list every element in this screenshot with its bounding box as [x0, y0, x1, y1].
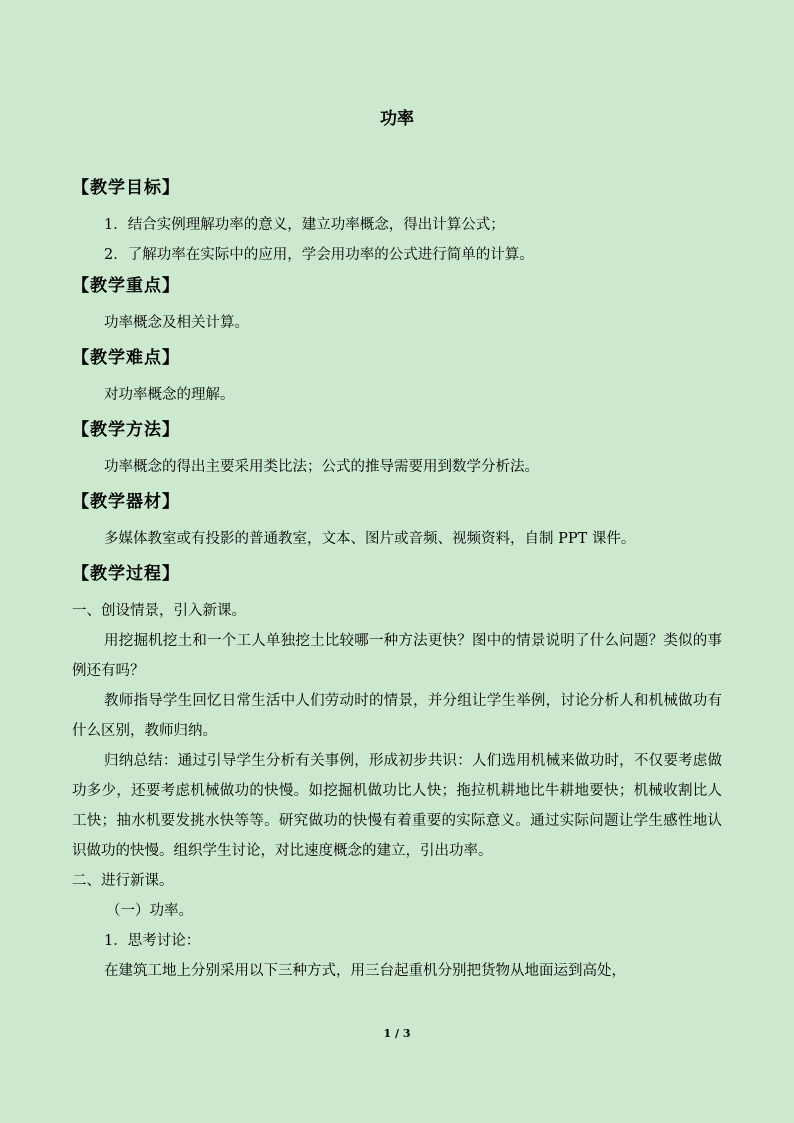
section-heading-equipment: 【教学器材】 — [72, 492, 180, 512]
process-paragraph: 归纳总结：通过引导学生分析有关事例，形成初步共识：人们选用机械来做功时，不仅要考虑做功多少，还要考虑机械做功的快慢。如挖掘机做功比人快；拖拉机耕地比牛耕地要快；机械收割比人工快；抽水机要发挑水快等等。研究做功的快慢有着重要的实际意义。通过实际问题让学生感性地认识做功的快慢。组织学生讨论，对比速度概念的建立，引出功率。 — [72, 753, 722, 859]
goal-item: 2．了解功率在实际中的应用，学会用功率的公式进行简单的计算。 — [104, 247, 534, 263]
methods-text: 功率概念的得出主要采用类比法；公式的推导需要用到数学分析法。 — [104, 459, 539, 475]
goal-item: 1．结合实例理解功率的意义，建立功率概念，得出计算公式； — [104, 217, 505, 233]
document-title: 功率 — [380, 109, 414, 129]
section-heading-goals: 【教学目标】 — [72, 178, 180, 198]
process-sub1-title: （一）功率。 — [106, 903, 193, 919]
section-heading-difficulties: 【教学难点】 — [72, 348, 180, 368]
section-heading-methods: 【教学方法】 — [72, 420, 180, 440]
process-paragraph: 教师指导学生回忆日常生活中人们劳动时的情景，并分组让学生举例，讨论分析人和机械做功有什么区别，教师归纳。 — [72, 693, 722, 739]
section-heading-process: 【教学过程】 — [72, 564, 180, 584]
process-part1-title: 一、创设情景，引入新课。 — [72, 603, 246, 619]
process-sub1-item: 1．思考讨论： — [104, 933, 201, 949]
document-body — [72, 174, 722, 986]
process-part2-title: 二、进行新课。 — [72, 873, 174, 889]
page-number: 1 / 3 — [383, 1027, 411, 1040]
process-paragraph: 用挖掘机挖土和一个工人单独挖土比较哪一种方法更快？图中的情景说明了什么问题？类似的事例还有吗？ — [72, 633, 722, 679]
section-heading-key-points: 【教学重点】 — [72, 276, 180, 296]
process-sub1-text: 在建筑工地上分别采用以下三种方式，用三台起重机分别把货物从地面运到高处， — [104, 963, 626, 979]
equipment-text: 多媒体教室或有投影的普通教室，文本、图片或音频、视频资料，自制 PPT 课件。 — [104, 531, 636, 547]
key-points-text: 功率概念及相关计算。 — [104, 315, 249, 331]
difficulties-text: 对功率概念的理解。 — [104, 387, 235, 403]
